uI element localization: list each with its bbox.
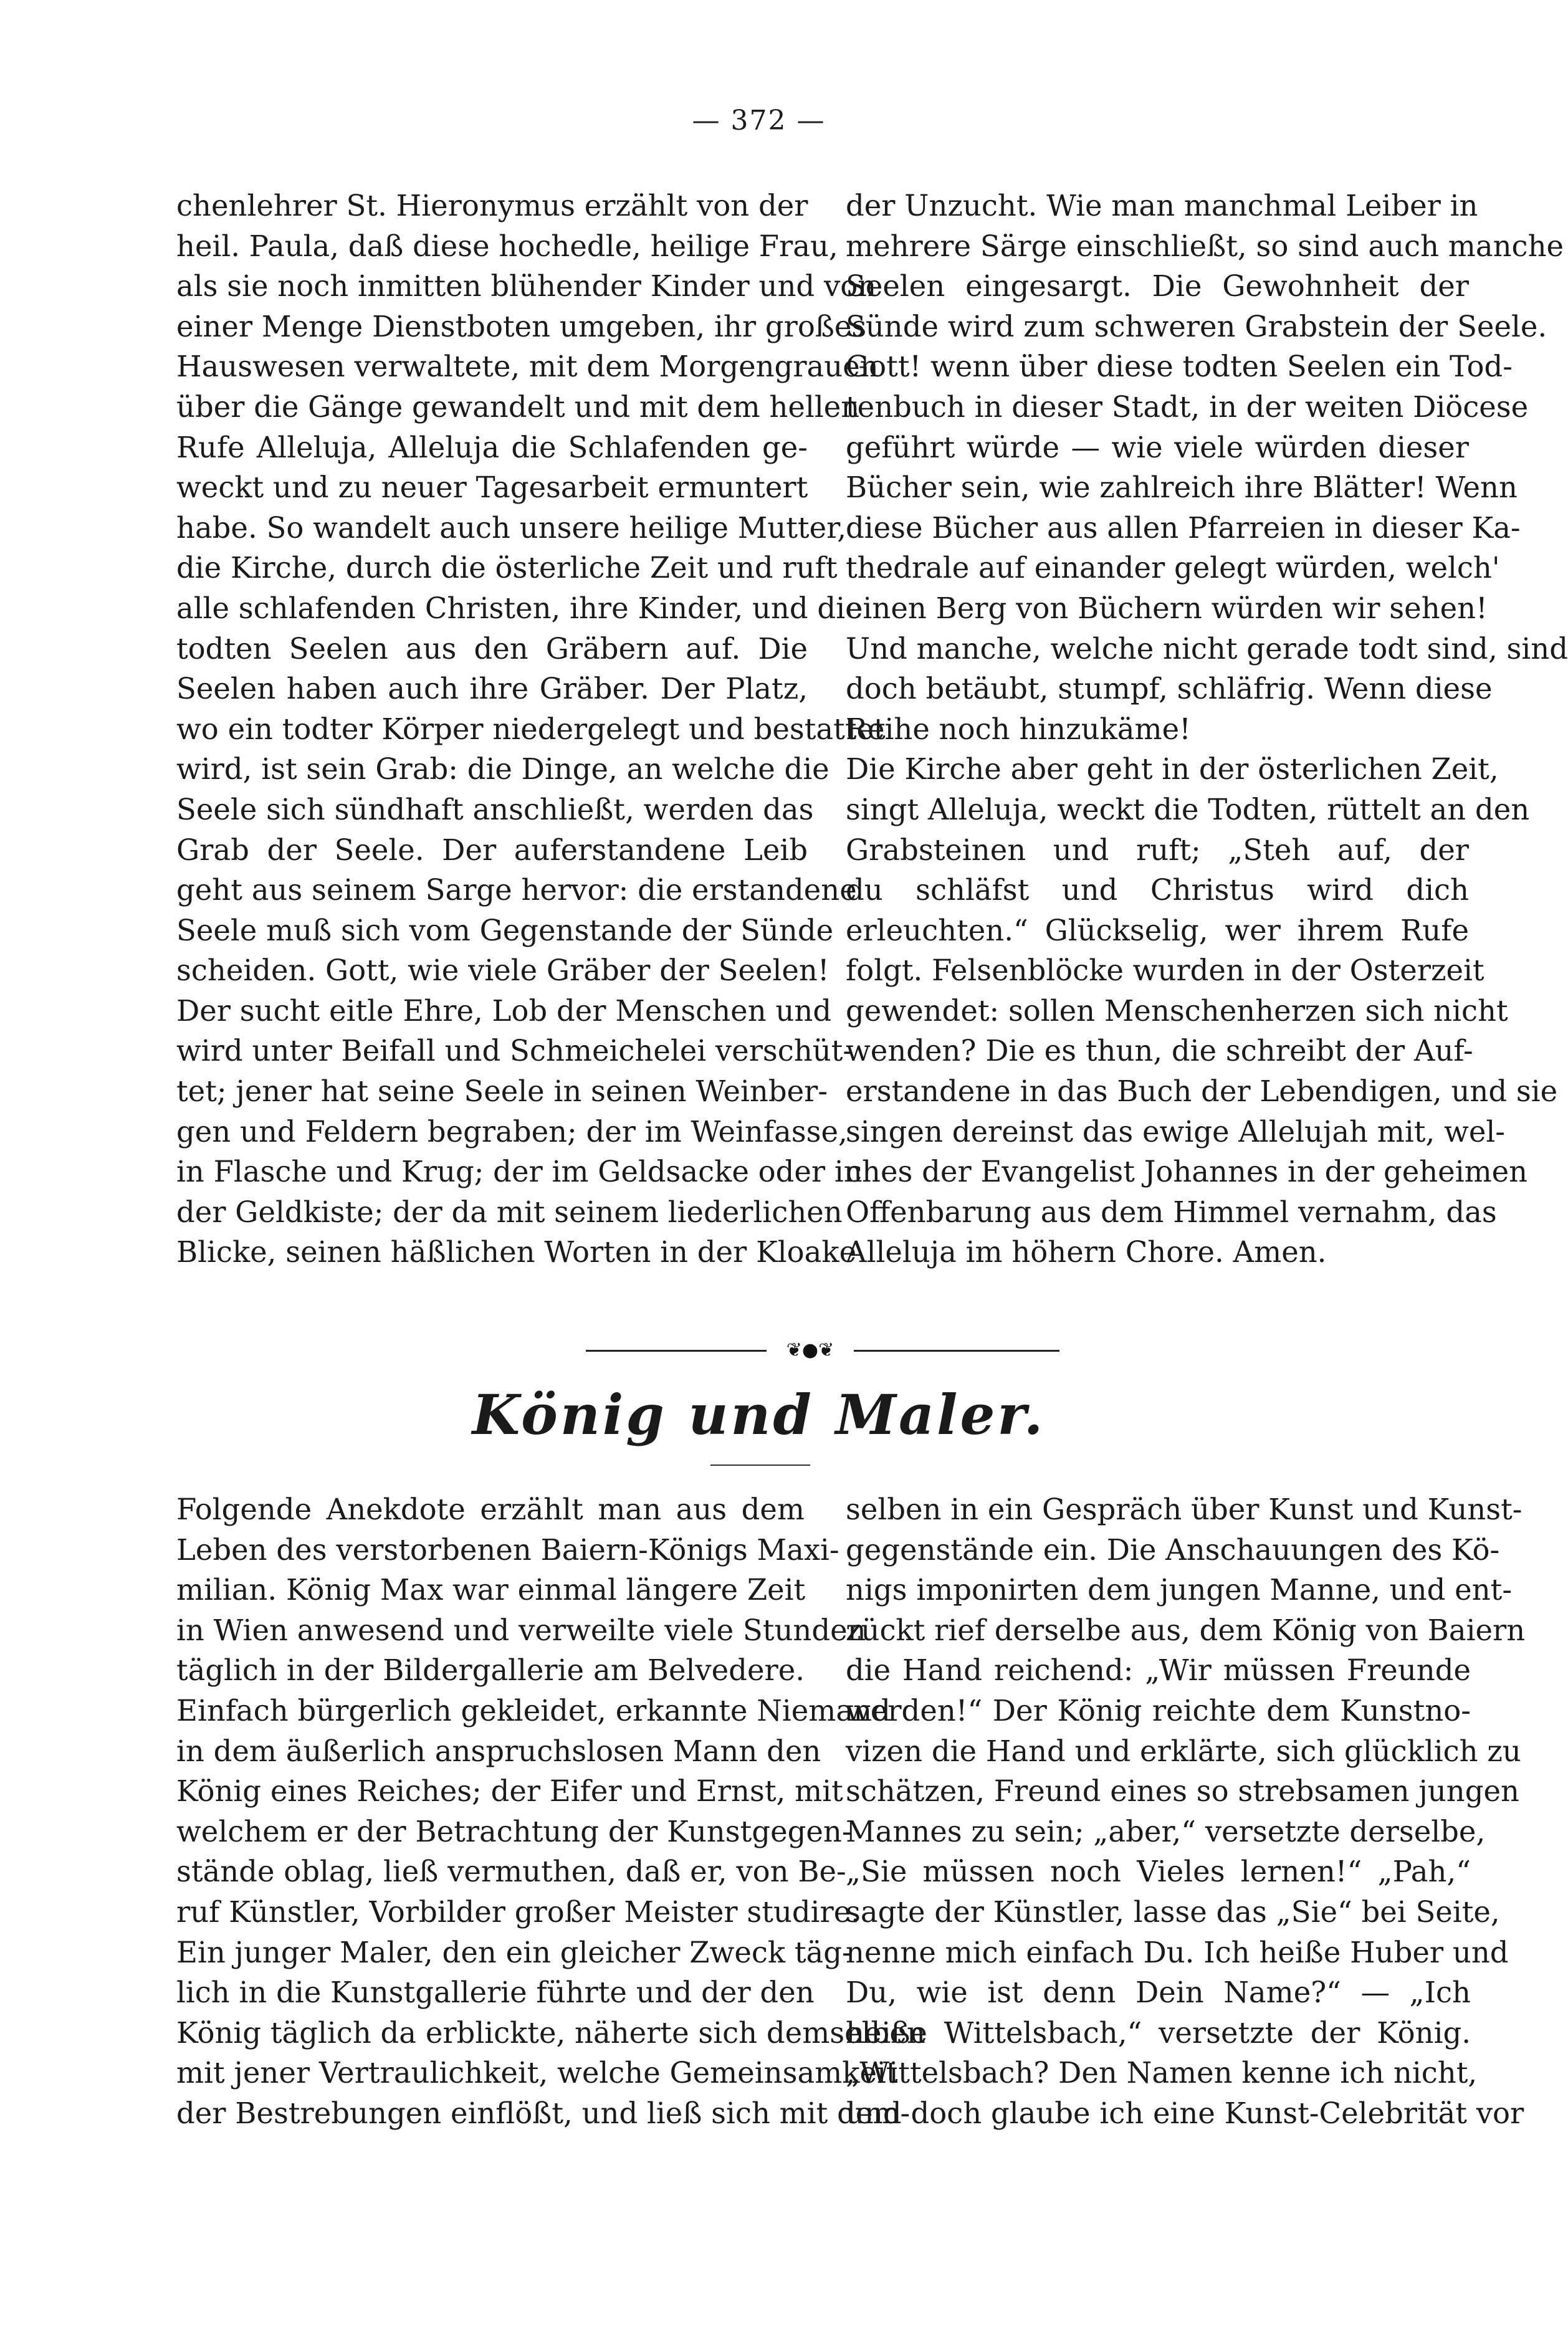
- text-line: einer Menge Dienstboten umgeben, ihr großes: [176, 309, 867, 343]
- text-line: der Unzucht. Wie man manchmal Leiber in: [846, 189, 1478, 222]
- text-line: thedrale auf einander gelegt würden, welch': [846, 551, 1500, 585]
- text-line: heiße Wittelsbach,“ versetzte der König.: [846, 2015, 1471, 2050]
- text-line: mehrere Särge einschließt, so sind auch manche: [846, 229, 1564, 263]
- text-line: du schläfst und Christus wird dich: [846, 873, 1469, 907]
- text-line: Einfach bürgerlich gekleidet, erkannte Niemand: [176, 1693, 891, 1728]
- text-line: über die Gänge gewandelt und mit dem hellen: [176, 390, 860, 424]
- text-line: ruf Künstler, Vorbilder großer Meister studire.: [176, 1895, 861, 1929]
- text-line: der Bestrebungen einflößt, und ließ sich mit dem-: [176, 2096, 911, 2130]
- text-line: wird, ist sein Grab: die Dinge, an welche die: [176, 752, 829, 786]
- divider-ornament: ❦●❦: [786, 1339, 834, 1361]
- text-line: Blicke, seinen häßlichen Worten in der Kloake: [176, 1235, 857, 1269]
- text-line: Du, wie ist denn Dein Name?“ — „Ich: [846, 1976, 1471, 2010]
- text-line: werden!“ Der König reichte dem Kunstno-: [846, 1693, 1471, 1728]
- text-line: nenne mich einfach Du. Ich heiße Huber und: [846, 1935, 1509, 1969]
- text-line: in Wien anwesend und verweilte viele Stunden: [176, 1613, 866, 1647]
- text-line: tet; jener hat seine Seele in seinen Weinber-: [176, 1074, 828, 1109]
- text-line: Gott! wenn über diese todten Seelen ein Tod-: [846, 350, 1513, 384]
- text-line: „Sie müssen noch Vieles lernen!“ „Pah,“: [846, 1855, 1471, 1889]
- text-line: stände oblag, ließ vermuthen, daß er, von Be-: [176, 1855, 846, 1889]
- text-line: Seelen eingesargt. Die Gewohnheit der: [846, 269, 1469, 303]
- text-line: Mannes zu sein; „aber,“ versetzte derselbe,: [846, 1814, 1486, 1848]
- text-line: König täglich da erblickte, näherte sich demselben: [176, 2015, 925, 2050]
- text-line: „Wittelsbach? Den Namen kenne ich nicht,: [846, 2056, 1478, 2090]
- text-line: Seele muß sich vom Gegenstande der Sünde: [176, 913, 834, 947]
- text-line: ches der Evangelist Johannes in der geheimen: [846, 1155, 1528, 1189]
- text-line: Hauswesen verwaltete, mit dem Morgengrauen: [176, 350, 879, 384]
- text-line: wo ein todter Körper niedergelegt und bestattet: [176, 712, 886, 746]
- text-line: Seelen haben auch ihre Gräber. Der Platz,: [176, 672, 808, 706]
- heading-underline: [710, 1465, 810, 1466]
- text-line: sagte der Künstler, lasse das „Sie“ bei Seite,: [846, 1895, 1500, 1929]
- text-line: lich in die Kunstgallerie führte und der den: [176, 1976, 815, 2010]
- text-line: Ein junger Maler, den ein gleicher Zweck täg-: [176, 1935, 852, 1969]
- text-line: erleuchten.“ Glückselig, wer ihrem Rufe: [846, 913, 1469, 947]
- article-heading: König und Maler.: [472, 1382, 1046, 1447]
- text-line: chenlehrer St. Hieronymus erzählt von der: [176, 189, 808, 222]
- text-line: doch betäubt, stumpf, schläfrig. Wenn diese: [846, 672, 1493, 706]
- text-line: gen und Feldern begraben; der im Weinfasse,: [176, 1114, 848, 1149]
- sermon-right-column: [846, 186, 1568, 1273]
- text-line: heil. Paula, daß diese hochedle, heilige Frau,: [176, 229, 838, 263]
- text-line: welchem er der Betrachtung der Kunstgegen-: [176, 1814, 852, 1848]
- text-line: vizen die Hand und erklärte, sich glücklich zu: [846, 1734, 1521, 1768]
- text-line: Reihe noch hinzukäme!: [846, 712, 1191, 746]
- sermon-left-column: [176, 186, 886, 1273]
- text-line: geht aus seinem Sarge hervor: die erstandene: [176, 873, 857, 907]
- text-line: Folgende Anekdote erzählt man aus dem: [176, 1493, 805, 1526]
- text-line: täglich in der Bildergallerie am Belvedere.: [176, 1653, 805, 1688]
- text-line: wird unter Beifall und Schmeichelei verschüt-: [176, 1034, 853, 1068]
- page-number: — 372 —: [692, 105, 826, 136]
- text-line: weckt und zu neuer Tagesarbeit ermuntert: [176, 471, 808, 505]
- text-line: Sünde wird zum schweren Grabstein der Seele.: [846, 309, 1547, 343]
- text-line: zückt rief derselbe aus, dem König von Baiern: [846, 1613, 1526, 1647]
- text-line: die Hand reichend: „Wir müssen Freunde: [846, 1653, 1471, 1688]
- text-line: als sie noch inmitten blühender Kinder und von: [176, 269, 877, 303]
- text-line: wenden? Die es thun, die schreibt der Auf-: [846, 1034, 1473, 1068]
- text-line: gewendet: sollen Menschenherzen sich nicht: [846, 993, 1508, 1028]
- text-line: Leben des verstorbenen Baiern-Königs Maxi-: [176, 1532, 839, 1567]
- text-line: scheiden. Gott, wie viele Gräber der Seelen!: [176, 953, 829, 988]
- text-line: singen dereinst das ewige Allelujah mit, wel-: [846, 1114, 1505, 1149]
- text-line: Der sucht eitle Ehre, Lob der Menschen und: [176, 993, 832, 1028]
- text-line: Bücher sein, wie zahlreich ihre Blätter! Wenn: [846, 471, 1518, 505]
- text-line: tenbuch in dieser Stadt, in der weiten Diöcese: [846, 390, 1529, 424]
- text-line: Seele sich sündhaft anschließt, werden das: [176, 792, 814, 826]
- anecdote-left-column: [176, 1489, 925, 2134]
- text-line: König eines Reiches; der Eifer und Ernst, mit: [176, 1774, 843, 1809]
- text-line: folgt. Felsenblöcke wurden in der Osterzeit: [846, 953, 1484, 988]
- text-line: selben in ein Gespräch über Kunst und Kunst-: [846, 1493, 1523, 1526]
- text-line: milian. König Max war einmal längere Zeit: [176, 1573, 806, 1607]
- text-line: Und manche, welche nicht gerade todt sind, sind: [846, 631, 1568, 666]
- text-line: Grabsteinen und ruft; „Steh auf, der: [846, 833, 1469, 867]
- text-line: diese Bücher aus allen Pfarreien in dieser Ka-: [846, 510, 1521, 545]
- text-line: habe. So wandelt auch unsere heilige Mutter,: [176, 510, 846, 545]
- text-line: einen Berg von Büchern würden wir sehen!: [846, 591, 1488, 625]
- text-line: Grab der Seele. Der auferstandene Leib: [176, 833, 808, 867]
- text-line: Die Kirche aber geht in der österlichen Zeit,: [846, 752, 1499, 786]
- anecdote-right-column: [846, 1489, 1526, 2134]
- text-line: gegenstände ein. Die Anschauungen des Kö-: [846, 1532, 1500, 1567]
- text-line: und doch glaube ich eine Kunst-Celebrität vor: [846, 2096, 1524, 2130]
- text-line: alle schlafenden Christen, ihre Kinder, und die: [176, 591, 863, 625]
- text-line: todten Seelen aus den Gräbern auf. Die: [176, 631, 808, 666]
- text-line: Rufe Alleluja, Alleluja die Schlafenden ge-: [176, 430, 808, 464]
- text-line: erstandene in das Buch der Lebendigen, und sie: [846, 1074, 1558, 1109]
- text-line: in dem äußerlich anspruchslosen Mann den: [176, 1734, 821, 1768]
- text-line: geführt würde — wie viele würden dieser: [846, 430, 1469, 464]
- text-line: Offenbarung aus dem Himmel vernahm, das: [846, 1195, 1497, 1229]
- text-line: singt Alleluja, weckt die Todten, rüttelt an den: [846, 792, 1530, 826]
- text-line: nigs imponirten dem jungen Manne, und ent-: [846, 1573, 1513, 1607]
- text-line: Alleluja im höhern Chore. Amen.: [846, 1235, 1327, 1269]
- text-line: in Flasche und Krug; der im Geldsacke oder in: [176, 1155, 863, 1189]
- text-line: mit jener Vertraulichkeit, welche Gemeinsamkeit: [176, 2056, 898, 2090]
- text-line: der Geldkiste; der da mit seinem liederlichen: [176, 1195, 843, 1229]
- text-line: schätzen, Freund eines so strebsamen jungen: [846, 1774, 1519, 1809]
- text-line: die Kirche, durch die österliche Zeit und ruft: [176, 551, 838, 585]
- section-divider: [586, 1339, 1059, 1361]
